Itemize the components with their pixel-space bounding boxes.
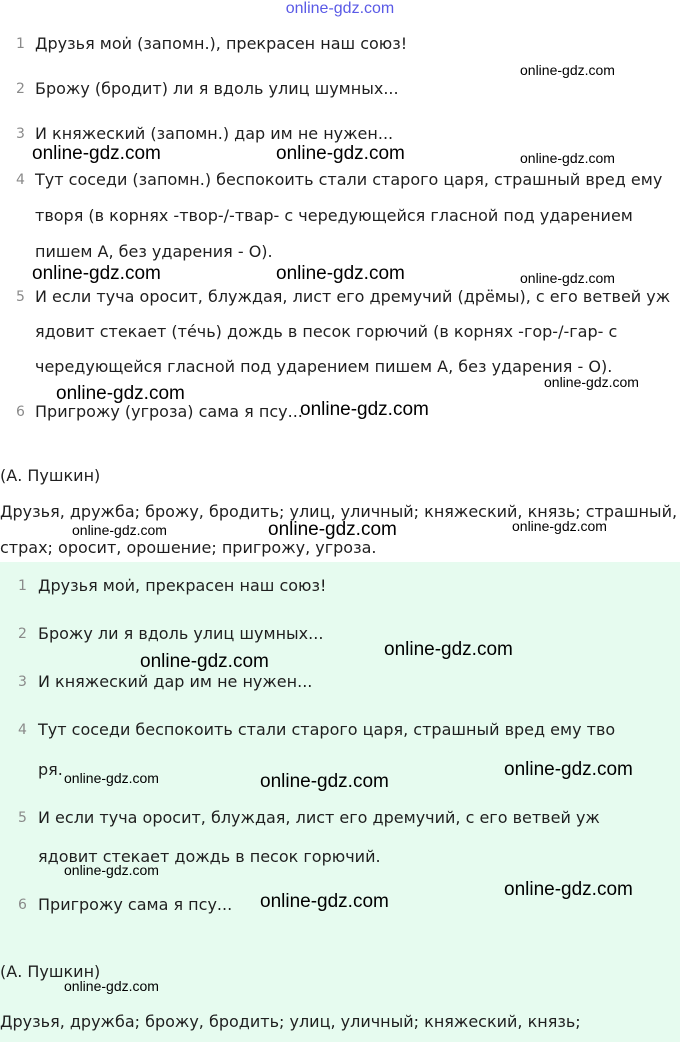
poem-line: Брожу ли я вдоль улиц шумных... [38, 624, 324, 643]
watermark: online-gdz.com [544, 374, 639, 390]
poem-line: Друзья мои̇ (запомн.), прекрасен наш союз! [35, 34, 408, 53]
poem-line: Брожу (бродит) ли я вдоль улиц шумных... [35, 79, 399, 98]
item-number: 3 [16, 126, 25, 142]
watermark: online-gdz.com [276, 143, 405, 164]
author-credit: (А. Пушкин) [0, 466, 101, 485]
watermark: online-gdz.com [64, 770, 159, 786]
poem-line: И княжеский (запомн.) дар им не нужен... [35, 124, 394, 143]
watermark: online-gdz.com [520, 270, 615, 286]
watermark: online-gdz.com [56, 383, 185, 404]
watermark: online-gdz.com [384, 639, 513, 660]
poem-line: ядовит стекает (тéчь) дождь в песок горючий (в корнях -гор-/-гар- с [35, 322, 618, 341]
item-number: 1 [18, 578, 27, 594]
watermark: online-gdz.com [32, 263, 161, 284]
watermark: online-gdz.com [32, 143, 161, 164]
item-number: 6 [16, 404, 25, 420]
related-words-line: страх; оросит, орошение; пригрожу, угроза. [0, 538, 377, 557]
item-number: 5 [16, 289, 25, 305]
watermark: online-gdz.com [72, 522, 167, 538]
author-credit: (А. Пушкин) [0, 962, 101, 981]
header-watermark: online-gdz.com [285, 0, 395, 17]
item-number: 3 [18, 674, 27, 690]
watermark: online-gdz.com [504, 759, 633, 780]
watermark: online-gdz.com [268, 519, 397, 540]
item-number: 2 [18, 626, 27, 642]
item-number: 4 [18, 722, 27, 738]
watermark: online-gdz.com [64, 978, 159, 994]
watermark: online-gdz.com [140, 651, 269, 672]
watermark: online-gdz.com [520, 62, 615, 78]
poem-line: творя (в корнях -твор-/-твар- с чередующейся гласной под ударением [35, 206, 633, 225]
item-number: 2 [16, 81, 25, 97]
poem-line: Пригрожу (угроза) сама я псу... [35, 402, 303, 421]
watermark: online-gdz.com [64, 862, 159, 878]
watermark: online-gdz.com [260, 771, 389, 792]
poem-line: Друзья мои̇, прекрасен наш союз! [38, 576, 327, 595]
poem-line: ядовит стекает дождь в песок горючий. [38, 847, 381, 866]
poem-line: Пригрожу сама я псу... [38, 895, 233, 914]
poem-line: Тут соседи (запомн.) беспокоить стали старого царя, страшный вред ему [35, 170, 663, 189]
watermark: online-gdz.com [260, 891, 389, 912]
item-number: 4 [16, 172, 25, 188]
watermark: online-gdz.com [276, 263, 405, 284]
poem-line: И если туча оросит, блуждая, лист его дремучий, с его ветвей уж [38, 808, 600, 827]
poem-line: пишем А, без ударения - О). [35, 242, 273, 261]
item-number: 6 [18, 897, 27, 913]
related-words-line: Друзья, дружба; брожу, бродить; улиц, уличный; княжеский, князь; [0, 1012, 581, 1031]
watermark: online-gdz.com [520, 150, 615, 166]
watermark: online-gdz.com [512, 518, 607, 534]
watermark: online-gdz.com [504, 879, 633, 900]
watermark: online-gdz.com [300, 399, 429, 420]
poem-line: И княжеский дар им не нужен... [38, 672, 313, 691]
poem-line: ря. [38, 760, 63, 779]
item-number: 1 [16, 36, 25, 52]
poem-line: Тут соседи беспокоить стали старого царя, страшный вред ему тво [38, 720, 616, 739]
item-number: 5 [18, 810, 27, 826]
poem-line: чередующейся гласной под ударением пишем А, без ударения - О). [35, 357, 613, 376]
poem-line: И если туча оросит, блуждая, лист его дремучий (дрёмы), с его ветвей уж [35, 287, 671, 306]
related-words-line: Друзья, дружба; брожу, бродить; улиц, уличный; княжеский, князь; страшный, [0, 502, 678, 521]
